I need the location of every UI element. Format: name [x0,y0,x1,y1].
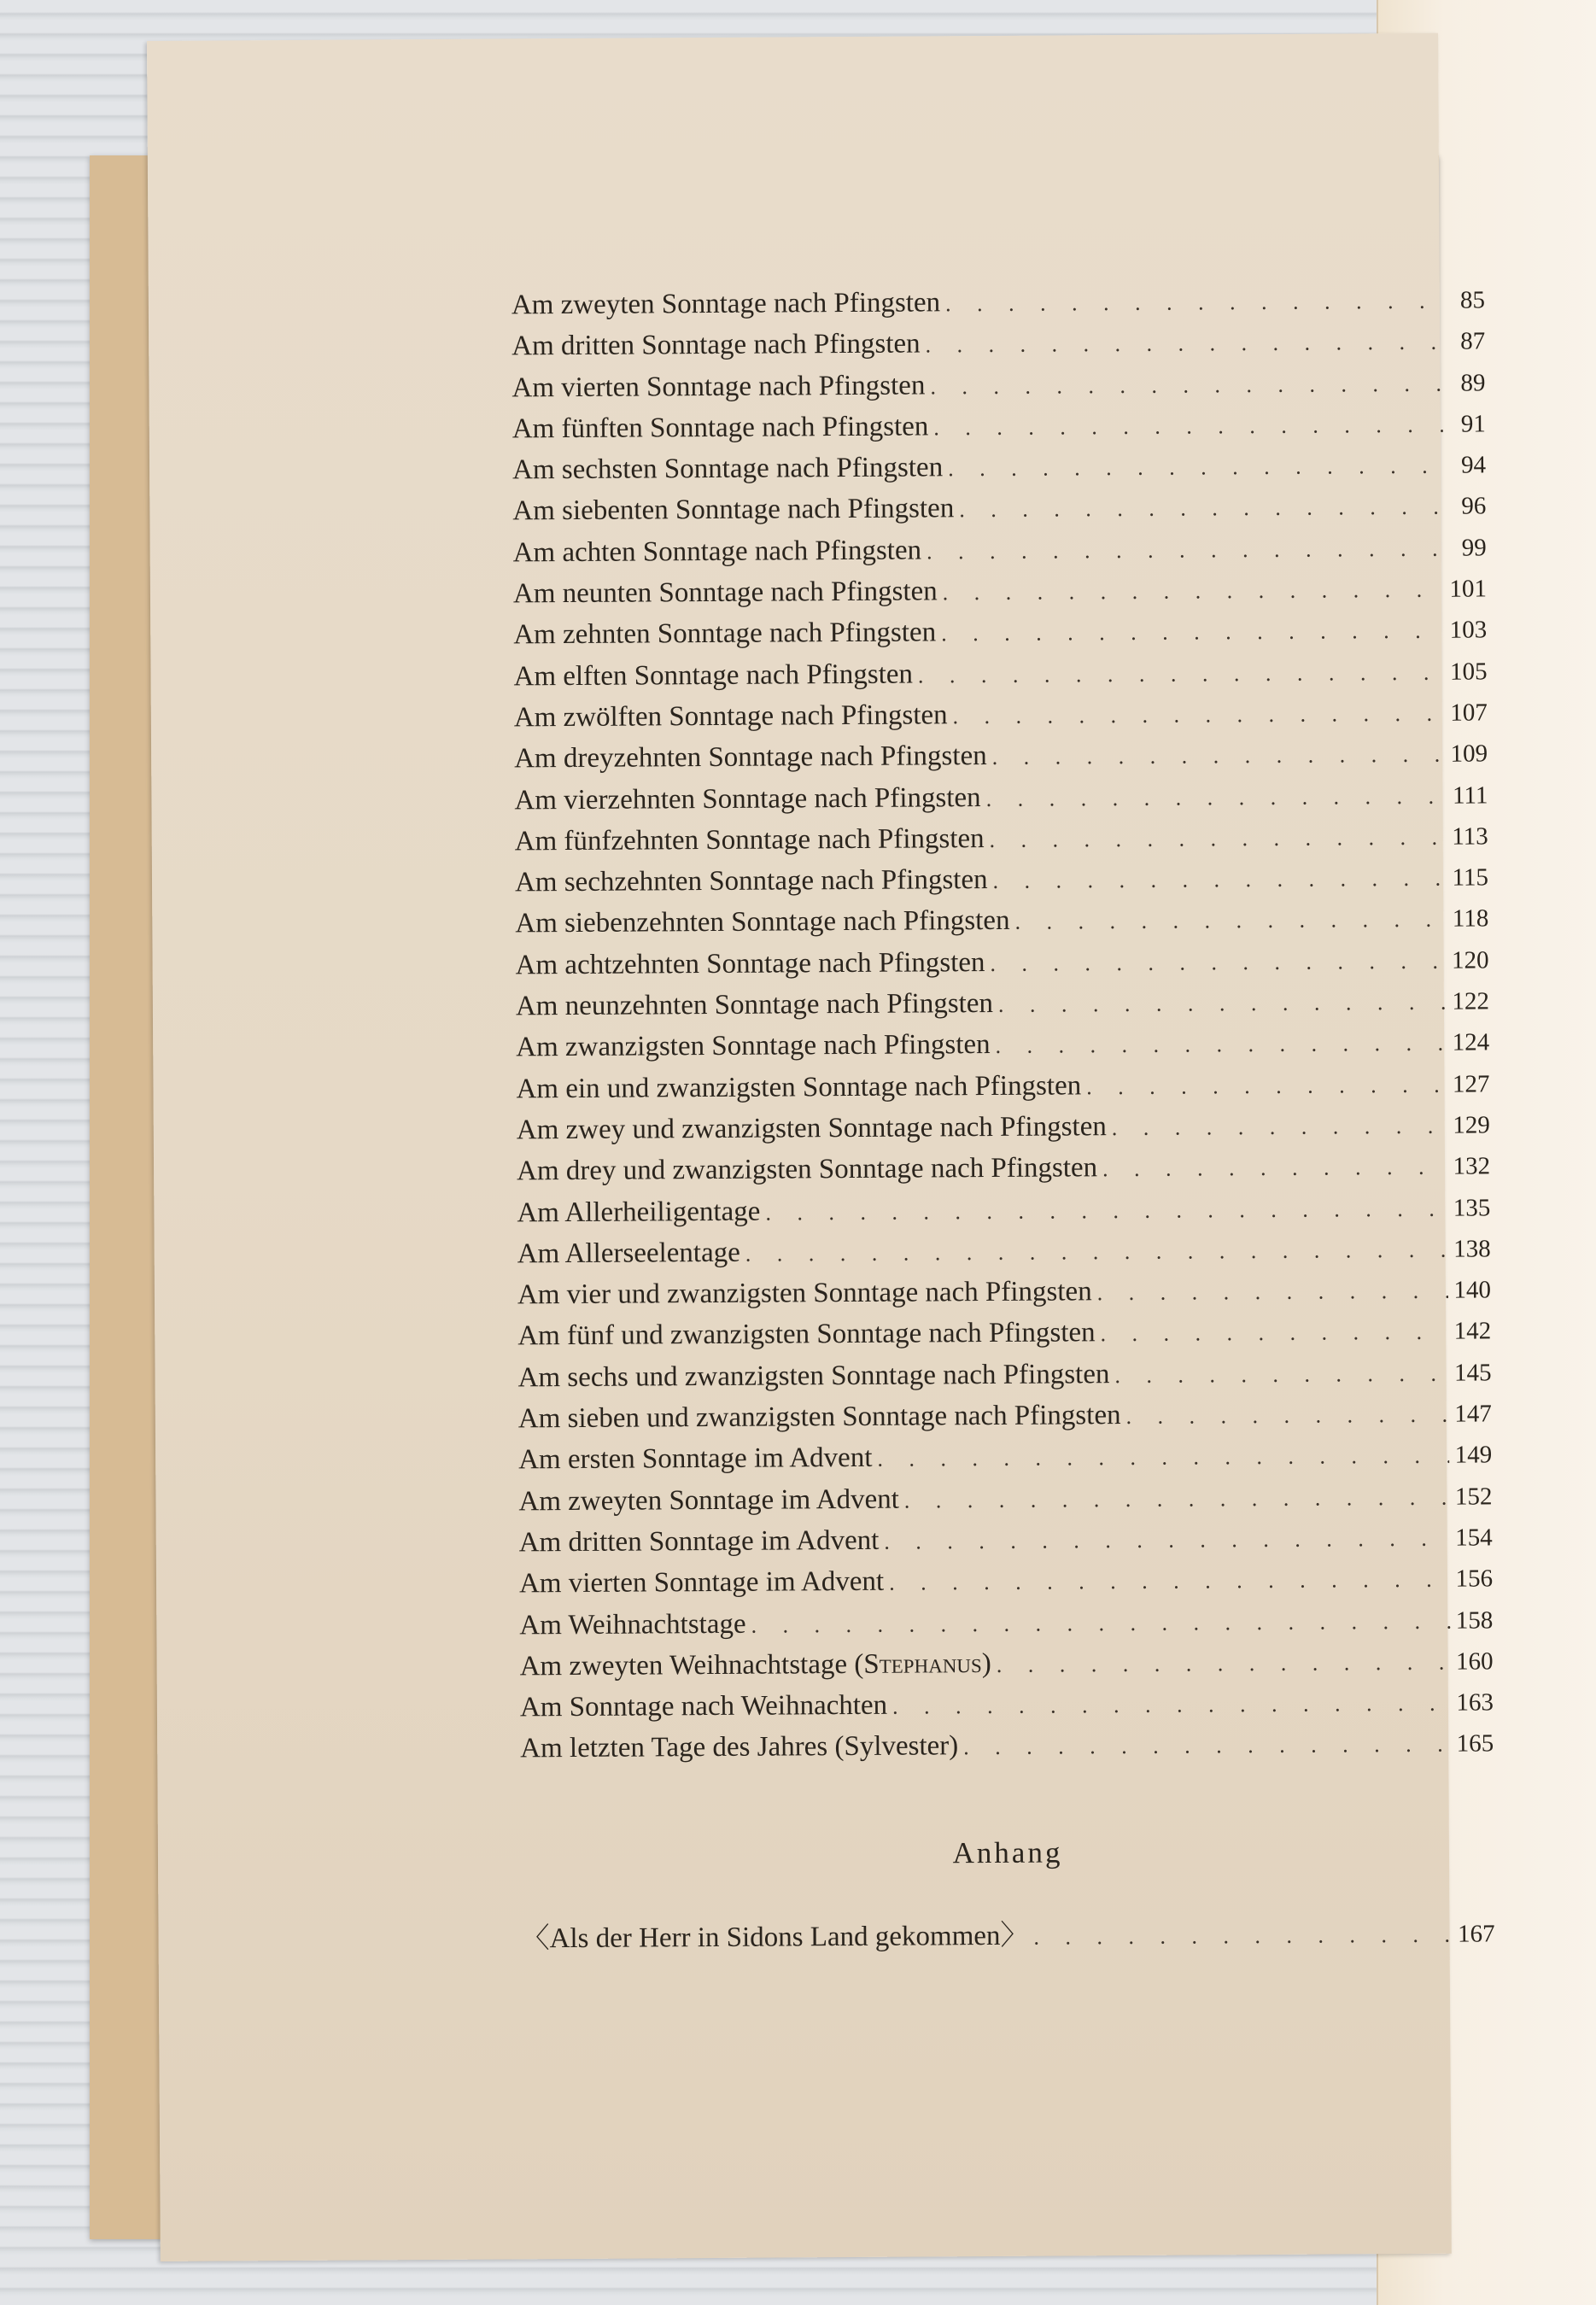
toc-entry [512,278,1485,325]
toc-entry-title: Am sieben und zwanzigsten Sonntage nach Pfingsten [517,1400,1121,1435]
dot-leader [925,322,1442,366]
toc-entry-title: Am zwey und zwanzigsten Sonntage nach Pfingsten [516,1111,1107,1146]
dot-leader [992,858,1446,902]
dot-leader [930,363,1442,407]
toc-entry [518,1434,1492,1481]
toc-entry-page-number: 118 [1452,904,1489,933]
dot-leader [1125,1395,1449,1437]
toc-entry [519,1516,1493,1563]
toc-entry [512,361,1485,408]
toc-entry-page-number: 142 [1453,1317,1492,1346]
toc-entry-page-number: 127 [1452,1070,1490,1098]
toc-entry-page-number: 120 [1452,946,1489,974]
toc-entry-title: Am neunten Sonntage nach Pfingsten [512,576,938,610]
dot-leader [751,1600,1450,1646]
toc-entry [514,733,1488,780]
toc-entry [517,1310,1491,1357]
toc-entry [518,1475,1492,1522]
dot-leader [1014,899,1446,943]
toc-entry-title: Am zweyten Weihnachtstage (Stephanus) [519,1647,991,1682]
toc-entry-title: Am vier und zwanzigsten Sonntage nach Pfingsten [517,1276,1092,1311]
toc-entry-page-number: 129 [1453,1111,1490,1139]
toc-entry-page-number: 89 [1460,369,1486,397]
toc-entry-page-number: 122 [1452,987,1489,1015]
toc-entry [519,1558,1493,1605]
appendix-list [521,1912,1494,1959]
dot-leader [948,446,1443,490]
toc-entry [512,320,1485,367]
toc-entry-title: Am Weihnachtstage [519,1608,746,1641]
toc-entry-page-number: 140 [1453,1276,1492,1304]
toc-entry-page-number: 152 [1454,1483,1493,1511]
toc-entry-title: 〈Als der Herr in Sidons Land gekommen〉 [521,1920,1029,1955]
toc-entry-page-number: 99 [1461,534,1487,562]
dot-leader [995,1023,1447,1067]
dot-leader [941,611,1444,655]
toc-entry-title: Am sechsten Sonntage nach Pfingsten [512,452,944,486]
toc-entry-page-number: 91 [1460,410,1486,438]
dot-leader [745,1230,1448,1275]
toc-entry-page-number: 85 [1459,286,1485,314]
toc-entry [513,526,1487,573]
toc-entry-page-number: 87 [1460,327,1486,355]
toc-entry-page-number: 96 [1461,492,1487,521]
smallcaps-name: Stephanus [863,1647,982,1680]
dot-leader [765,1188,1447,1233]
dot-leader [943,570,1445,614]
toc-entry-title: Am drey und zwanzigsten Sonntage nach Pfingsten [516,1152,1098,1187]
dot-leader [989,817,1445,861]
dot-leader [959,487,1443,530]
dot-leader [1097,1271,1449,1314]
toc-entry [513,650,1487,697]
toc-entry-page-number: 105 [1449,658,1488,686]
dot-leader [985,775,1445,819]
toc-entry [521,1912,1494,1959]
toc-entry-page-number: 107 [1450,699,1488,727]
toc-entry-title: Am zweyten Sonntage im Advent [518,1483,899,1517]
toc-entry [517,1103,1490,1150]
dot-leader [1100,1312,1448,1354]
toc-entry-title: Am fünfzehnten Sonntage nach Pfingsten [514,822,985,857]
appendix-heading: Anhang [952,1835,1063,1870]
dot-leader [904,1477,1450,1521]
toc-entry [512,402,1486,449]
toc-entry [519,1640,1493,1687]
toc-entry-page-number: 138 [1453,1235,1491,1263]
toc-entry [516,1021,1489,1068]
toc-entry-title: Am achtzehnten Sonntage nach Pfingsten [515,946,985,981]
dot-leader [918,652,1445,696]
toc-entry-title: Am vierten Sonntage im Advent [518,1565,885,1600]
dot-leader [1102,1147,1447,1190]
toc-entry-page-number: 149 [1454,1441,1493,1469]
dot-leader [945,281,1442,325]
toc-entry [516,980,1489,1027]
toc-entry-title: Am neunzehnten Sonntage nach Pfingsten [515,988,994,1022]
toc-entry [512,444,1486,491]
toc-entry-title: Am vierzehnten Sonntage nach Pfingsten [514,781,981,816]
toc-entry-title: Am Sonntage nach Weihnachten [519,1689,888,1723]
toc-entry-title: Am vierten Sonntage nach Pfingsten [512,370,926,403]
dot-leader [1033,1915,1452,1958]
dot-leader [963,1724,1451,1768]
toc-entry-page-number: 115 [1452,863,1489,892]
toc-entry [516,1062,1489,1109]
toc-entry-title: Am zwanzigsten Sonntage nach Pfingsten [516,1029,991,1063]
toc-entry [515,939,1488,986]
toc-entry [515,815,1488,862]
toc-entry [519,1599,1493,1646]
toc-entry [514,774,1488,821]
toc-entry-title: Am dritten Sonntage nach Pfingsten [512,328,921,362]
toc-entry [517,1269,1491,1316]
toc-entry-title: Am dritten Sonntage im Advent [518,1524,880,1559]
dot-leader [990,940,1446,984]
dot-leader [1112,1106,1447,1149]
toc-entry-title: Am ersten Sonntage im Advent [518,1442,873,1476]
toc-entry [513,568,1487,615]
toc-entry [517,1351,1491,1398]
toc-entry-title: Am ein und zwanzigsten Sonntage nach Pfingsten [516,1069,1082,1105]
dot-leader [927,529,1444,573]
toc-entry-title: Am elften Sonntage nach Pfingsten [513,658,914,693]
toc-entry-page-number: 160 [1456,1647,1494,1676]
toc-entry [515,857,1488,904]
toc-entry-title: Am sechs und zwanzigsten Sonntage nach Pfingsten [517,1358,1110,1394]
toc-entry-page-number: 94 [1460,451,1487,479]
toc-entry [513,609,1487,656]
toc-entry-title: Am zweyten Sonntage nach Pfingsten [511,287,941,321]
toc-entry-page-number: 154 [1455,1524,1493,1552]
dot-leader [877,1436,1449,1480]
toc-entry-page-number: 147 [1454,1400,1492,1428]
toc-entry [520,1681,1494,1728]
toc-entry-title: Am dreyzehnten Sonntage nach Pfingsten [514,740,987,775]
book-page [147,33,1495,2261]
dot-leader [992,734,1446,778]
toc-entry-title: Am siebenzehnten Sonntage nach Pfingsten [515,905,1010,939]
toc-entry-title: Am Allerseelentage [517,1237,740,1270]
dot-leader [998,982,1447,1026]
dot-leader [997,1642,1451,1686]
toc-entry [512,485,1486,532]
toc-entry-title: Am zehnten Sonntage nach Pfingsten [513,617,937,651]
toc-entry-page-number: 167 [1457,1920,1495,1948]
dot-leader [952,693,1445,738]
toc-entry-page-number: 101 [1449,575,1488,603]
dot-leader [889,1559,1450,1604]
dot-leader [933,405,1443,449]
toc-entry-page-number: 156 [1455,1565,1494,1593]
toc-entry-page-number: 145 [1453,1359,1492,1387]
toc-entry-title: Am sechzehnten Sonntage nach Pfingsten [514,864,988,898]
toc-entry-page-number: 124 [1452,1028,1490,1057]
toc-entry-page-number: 135 [1453,1193,1491,1222]
toc-entry-title: Am fünften Sonntage nach Pfingsten [512,411,929,445]
toc-entry [517,1227,1491,1274]
toc-entry-page-number: 109 [1450,740,1488,768]
toc-entry-page-number: 158 [1455,1606,1494,1635]
toc-entry [517,1145,1490,1192]
toc-entry-title: Am zwölften Sonntage nach Pfingsten [513,699,948,734]
dot-leader [1086,1064,1447,1108]
toc-entry [514,691,1488,738]
toc-entry-title: Am Allerheiligentage [517,1196,761,1228]
toc-entry [518,1392,1492,1439]
toc-entry-title: Am letzten Tage des Jahres (Sylvester) [520,1730,959,1764]
toc-entry-page-number: 132 [1453,1152,1491,1180]
dot-leader [1114,1353,1448,1395]
toc-entry-title: Am fünf und zwanzigsten Sonntage nach Pfingsten [517,1317,1096,1352]
toc-entry-page-number: 113 [1452,822,1488,851]
toc-entry-page-number: 163 [1456,1688,1494,1717]
toc-entry-page-number: 111 [1452,781,1488,810]
dot-leader [884,1518,1450,1563]
toc-entry-page-number: 165 [1456,1729,1494,1758]
toc-entry [520,1723,1494,1770]
toc-entry [515,898,1488,945]
toc-entry-title: Am siebenten Sonntage nach Pfingsten [512,493,955,527]
table-of-contents [512,278,1494,1770]
dot-leader [892,1683,1451,1728]
toc-entry [517,1186,1490,1233]
toc-entry-page-number: 103 [1449,616,1488,645]
toc-entry-title: Am achten Sonntage nach Pfingsten [512,535,922,569]
